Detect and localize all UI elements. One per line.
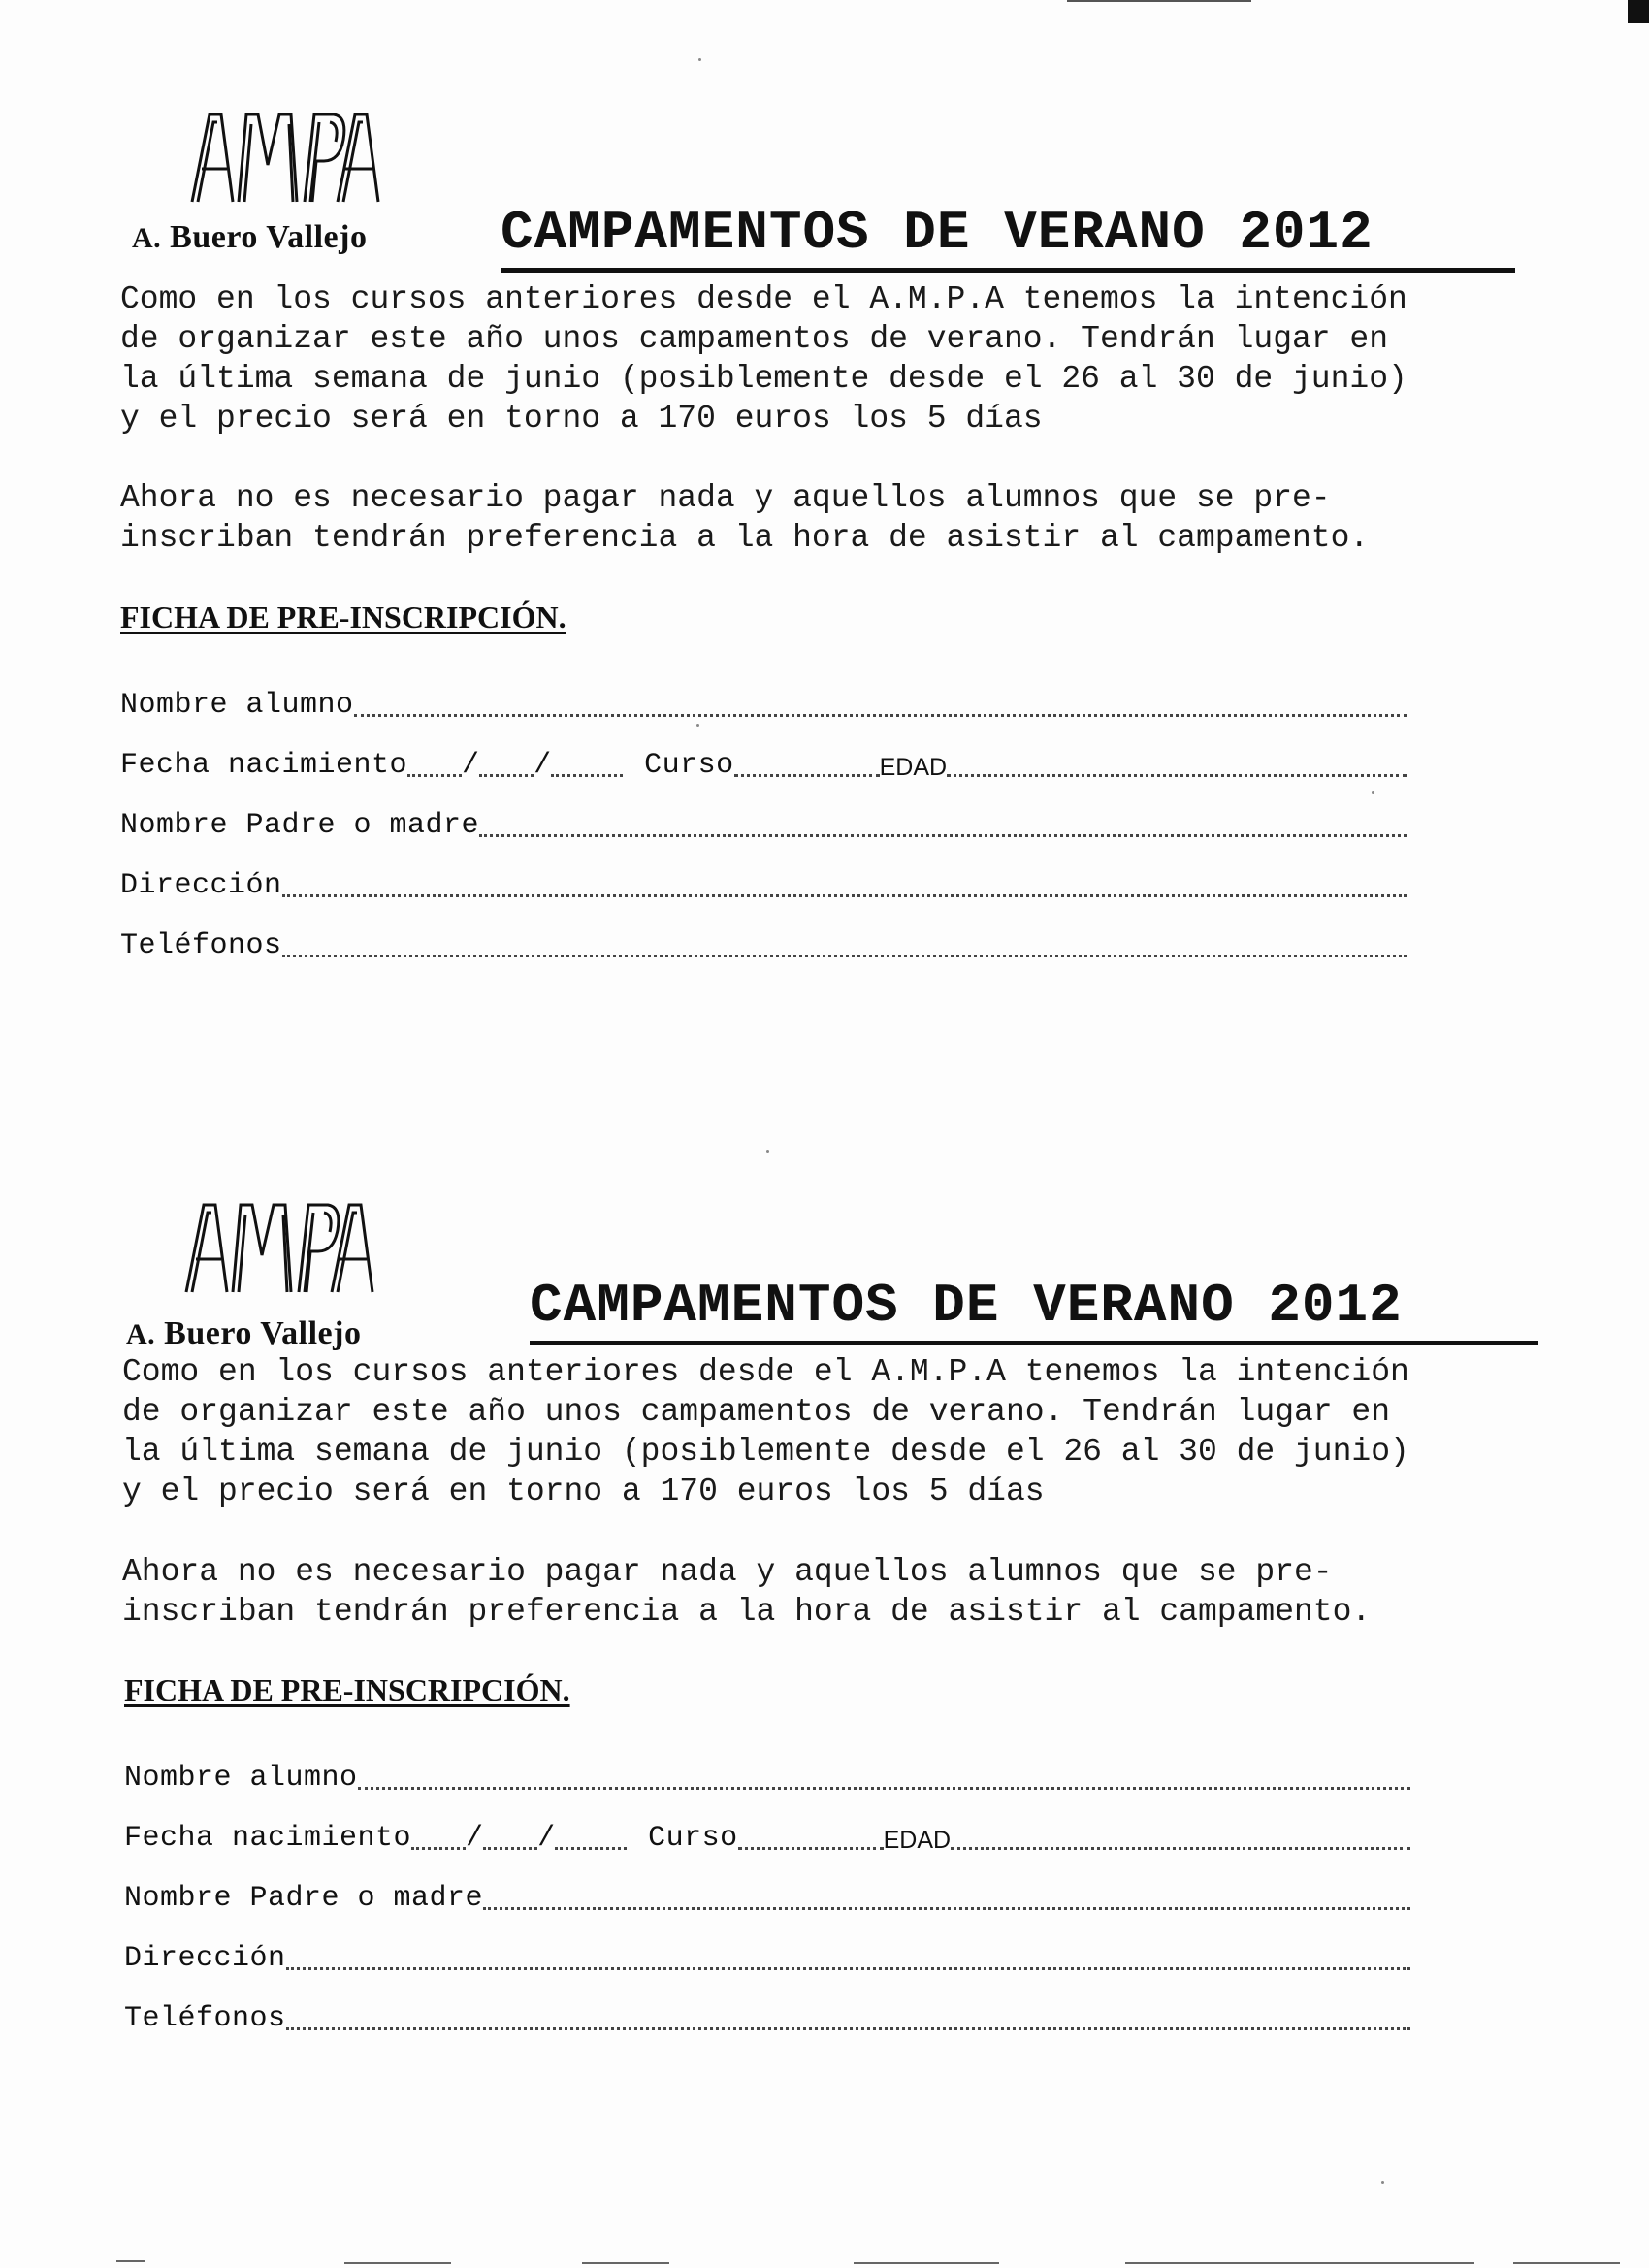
fill-line [286, 1967, 1410, 1970]
phones-field[interactable] [120, 920, 1406, 962]
page-title: CAMPAMENTOS DE VERANO 2012 [530, 1273, 1538, 1345]
form-title: FICHA DE PRE-INSCRIPCIÓN. [120, 599, 566, 634]
ampa-logo-name: AMPA [188, 111, 191, 112]
ampa-logo-initial: A. [126, 1318, 156, 1350]
date-separator: / [462, 749, 480, 782]
parent-name-field[interactable] [124, 1872, 1410, 1915]
page-title: CAMPAMENTOS DE VERANO 2012 [501, 200, 1515, 273]
registration-slip-2 [0, 1090, 1649, 2157]
date-separator: / [537, 1822, 556, 1855]
ampa-logo-school: Buero Vallejo [170, 219, 368, 255]
field-label: Nombre Padre o madre [120, 809, 480, 842]
course-label: Curso [648, 1822, 738, 1855]
phones-field[interactable] [124, 1993, 1410, 2035]
date-separator: / [466, 1822, 484, 1855]
parent-name-field[interactable] [120, 799, 1406, 842]
field-label: Nombre Padre o madre [124, 1882, 484, 1915]
intro-paragraph: Como en los cursos anteriores desde el A.M.P.A tenemos la intención de organizar este año unos campamentos de verano. Tendrán lugar en la última semana de junio (posiblemente desde el 26 al 30 de junio) y el precio será en torno a 170 euros los 5 días [122, 1354, 1409, 1509]
fill-line [479, 774, 534, 777]
field-label: Teléfonos [124, 2002, 286, 2035]
ampa-logo-school: Buero Vallejo [164, 1315, 362, 1351]
intro-paragraph: Como en los cursos anteriores desde el A.M.P.A tenemos la intención de organizar este año unos campamentos de verano. Tendrán lugar en la última semana de junio (posiblemente desde el 26 al 30 de junio) y el precio será en torno a 170 euros los 5 días [120, 281, 1407, 437]
student-name-field[interactable] [124, 1752, 1410, 1795]
ampa-logo-initial: A. [132, 222, 162, 254]
scan-bottom-dash [116, 2260, 146, 2262]
ampa-logo-subtitle [126, 1315, 361, 1352]
scan-speck [1372, 791, 1374, 794]
scan-speck [1381, 2181, 1384, 2184]
age-label: EDAD [879, 754, 948, 781]
field-label: Fecha nacimiento [124, 1822, 412, 1855]
fill-line [354, 714, 1406, 717]
form-title: FICHA DE PRE-INSCRIPCIÓN. [124, 1672, 570, 1707]
course-label: Curso [644, 749, 734, 782]
fill-line [407, 774, 462, 777]
fill-line [734, 774, 880, 777]
fill-line [282, 955, 1406, 957]
scan-bottom-dash [1125, 2262, 1474, 2264]
ampa-logo-name: AMPA [182, 1201, 185, 1202]
date-separator: / [534, 749, 552, 782]
birth-date-field[interactable] [120, 739, 1406, 782]
age-label: EDAD [883, 1827, 952, 1854]
registration-slip-1 [0, 0, 1649, 1067]
scan-speck [696, 724, 699, 727]
field-label: Nombre alumno [120, 689, 354, 722]
fill-line [483, 1907, 1410, 1910]
address-field[interactable] [124, 1932, 1410, 1975]
preference-paragraph: Ahora no es necesario pagar nada y aquellos alumnos que se pre- inscriban tendrán preferencia a la hora de asistir al campamento. [122, 1554, 1372, 1630]
scan-bottom-dash [1513, 2262, 1620, 2264]
fill-line [951, 1847, 1410, 1850]
scan-bottom-dash [344, 2262, 451, 2264]
fill-line [358, 1787, 1410, 1790]
fill-line [286, 2027, 1410, 2030]
field-label: Dirección [120, 869, 282, 902]
scan-bottom-dash [854, 2262, 999, 2264]
field-label: Teléfonos [120, 929, 282, 962]
fill-line [947, 774, 1406, 777]
preference-paragraph: Ahora no es necesario pagar nada y aquellos alumnos que se pre- inscriban tendrán preferencia a la hora de asistir al campamento. [120, 480, 1370, 556]
ampa-logo [132, 111, 462, 256]
ampa-logo [126, 1201, 456, 1351]
field-label: Dirección [124, 1942, 286, 1975]
ampa-logo-subtitle [132, 219, 367, 256]
student-name-field[interactable] [120, 679, 1406, 722]
address-field[interactable] [120, 859, 1406, 902]
scan-bottom-dash [582, 2262, 669, 2264]
fill-line [411, 1847, 466, 1850]
ampa-logo-mark [188, 111, 382, 204]
fill-line [483, 1847, 537, 1850]
fill-line [551, 774, 623, 777]
scan-speck [766, 1150, 769, 1153]
scan-speck [698, 58, 701, 61]
fill-line [555, 1847, 627, 1850]
fill-line [738, 1847, 884, 1850]
field-label: Nombre alumno [124, 1762, 358, 1795]
birth-date-field[interactable] [124, 1812, 1410, 1855]
field-label: Fecha nacimiento [120, 749, 408, 782]
ampa-logo-mark [182, 1201, 376, 1294]
fill-line [282, 894, 1406, 897]
fill-line [479, 834, 1406, 837]
